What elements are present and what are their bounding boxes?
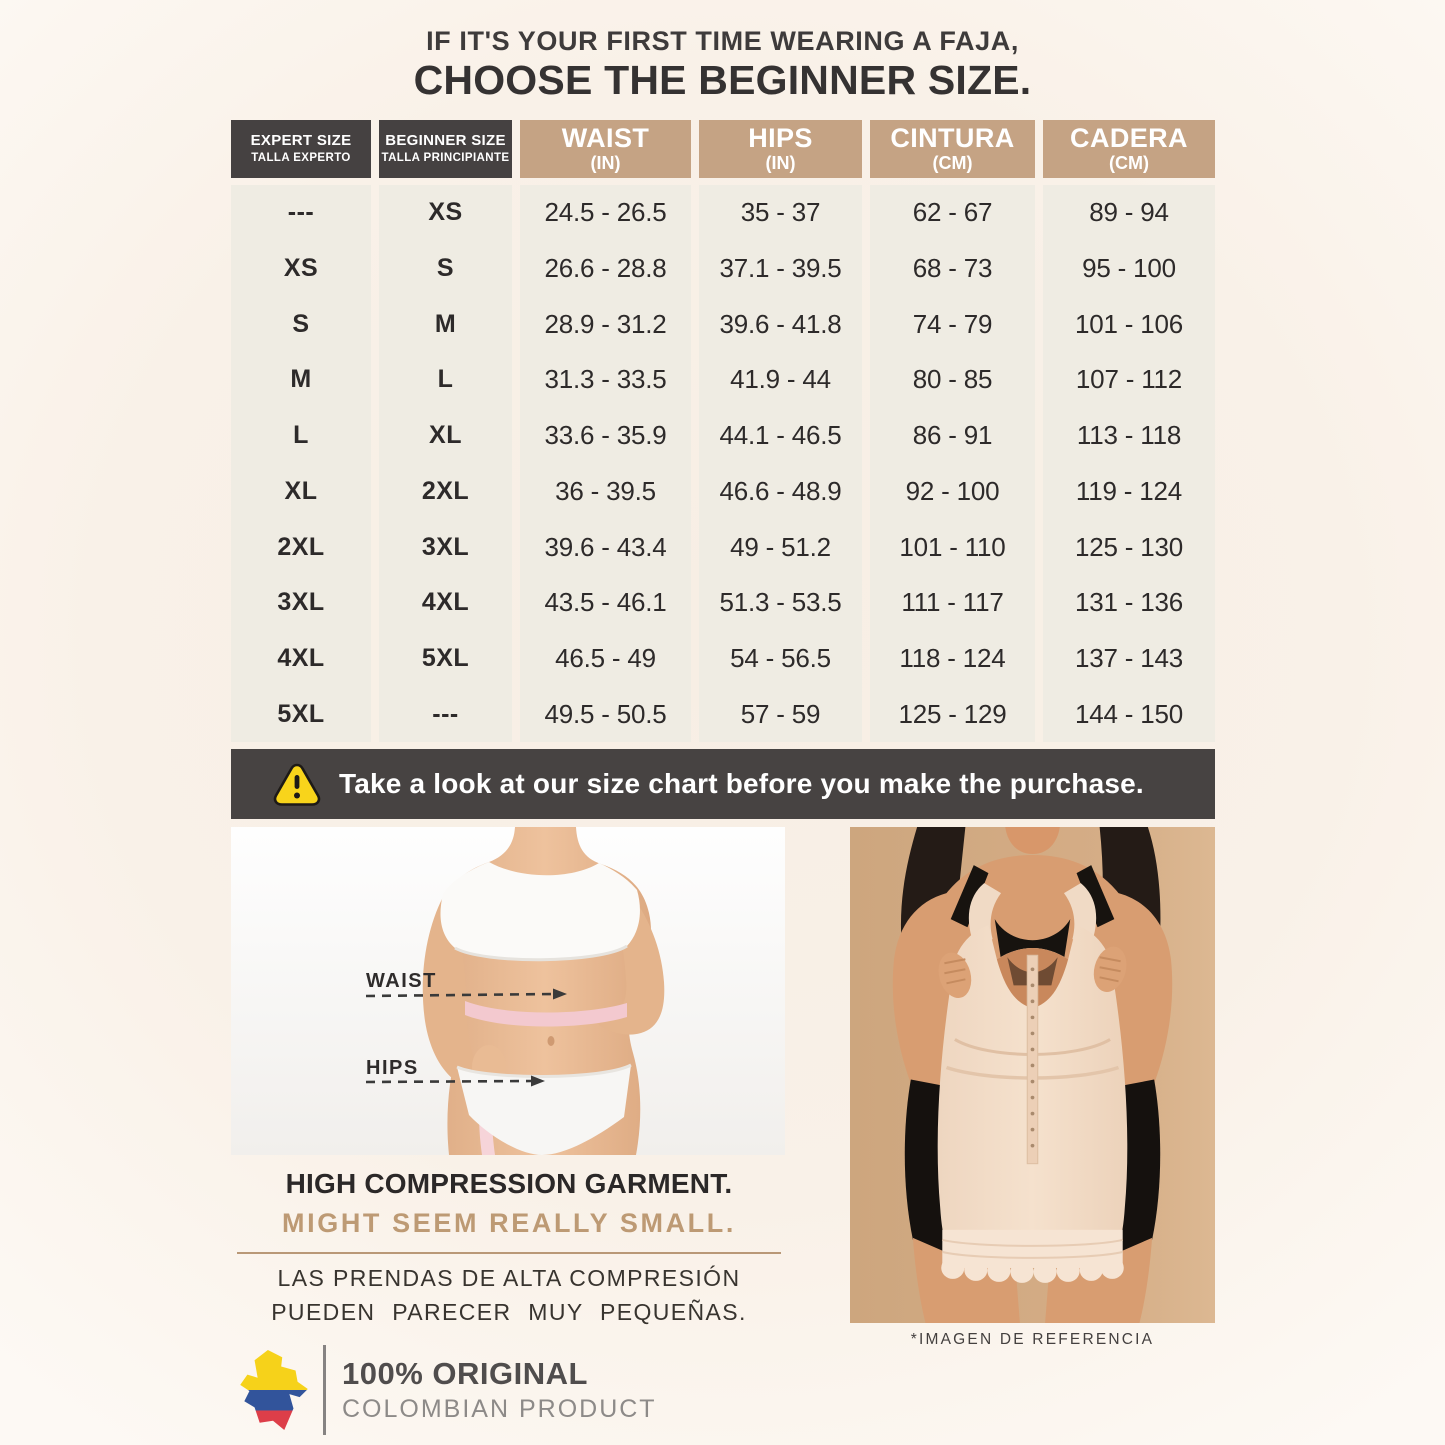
column-header-sublabel: TALLA EXPERTO bbox=[251, 151, 351, 164]
size-chart-cell: 39.6 - 43.4 bbox=[544, 531, 667, 562]
size-chart-cell: 43.5 - 46.1 bbox=[544, 587, 667, 618]
size-chart-cell: 26.6 - 28.8 bbox=[544, 253, 667, 284]
size-chart-cell: 54 - 56.5 bbox=[730, 642, 831, 673]
origin-divider bbox=[323, 1345, 326, 1435]
column-header-sublabel: (IN) bbox=[765, 152, 796, 173]
size-chart-cell: 74 - 79 bbox=[912, 308, 993, 339]
garment-photo bbox=[850, 827, 1215, 1323]
size-chart-cell: 3XL bbox=[277, 588, 325, 617]
column-header-label: BEGINNER SIZE bbox=[385, 132, 506, 150]
size-chart-cell: 80 - 85 bbox=[912, 364, 993, 395]
size-chart-column bbox=[231, 120, 371, 742]
size-chart-cell: 49 - 51.2 bbox=[730, 531, 831, 562]
compression-note bbox=[231, 1168, 787, 1326]
size-chart-cell: 101 - 106 bbox=[1074, 308, 1184, 339]
size-chart-cell: S bbox=[436, 254, 455, 283]
size-chart-column-header bbox=[520, 120, 691, 178]
size-chart-cell: 39.6 - 41.8 bbox=[719, 308, 842, 339]
size-chart-cell: 37.1 - 39.5 bbox=[719, 253, 842, 284]
size-chart-cell: S bbox=[292, 309, 310, 338]
column-header-label: WAIST bbox=[561, 123, 650, 154]
size-chart-cell: 92 - 100 bbox=[905, 475, 1000, 506]
size-chart-column bbox=[870, 120, 1035, 742]
measurement-photo bbox=[231, 827, 785, 1155]
measurement-photo-image bbox=[231, 827, 785, 1155]
size-chart-cell: 28.9 - 31.2 bbox=[544, 308, 667, 339]
size-chart-cell: 44.1 - 46.5 bbox=[719, 420, 842, 451]
size-chart-column-header bbox=[699, 120, 862, 178]
origin-line2: COLOMBIAN PRODUCT bbox=[342, 1394, 657, 1423]
size-chart-cell: 62 - 67 bbox=[912, 197, 993, 228]
waist-label: WAIST bbox=[366, 970, 437, 992]
warning-banner bbox=[231, 749, 1215, 819]
size-chart-column-header bbox=[870, 120, 1035, 178]
reference-caption: *IMAGEN DE REFERENCIA bbox=[910, 1331, 1155, 1348]
size-chart-column-header bbox=[1043, 120, 1215, 178]
size-chart-cell: 36 - 39.5 bbox=[555, 475, 656, 506]
size-chart-column-body bbox=[520, 185, 691, 742]
size-chart-cell: 41.9 - 44 bbox=[730, 364, 831, 395]
size-chart-column bbox=[699, 120, 862, 742]
size-chart-cell: 3XL bbox=[421, 532, 470, 561]
origin-line1: 100% ORIGINAL bbox=[342, 1356, 588, 1392]
origin-badge bbox=[237, 1345, 657, 1435]
size-chart-cell: 4XL bbox=[277, 643, 325, 672]
size-chart-column-header bbox=[379, 120, 512, 178]
size-chart-cell: XL bbox=[429, 421, 462, 450]
size-chart-cell: 46.5 - 49 bbox=[555, 642, 656, 673]
size-chart-column bbox=[520, 120, 691, 742]
compression-note-en-line1: HIGH COMPRESSION GARMENT. bbox=[285, 1168, 733, 1199]
column-header-sublabel: (CM) bbox=[1109, 152, 1149, 173]
compression-note-es-line1: LAS PRENDAS DE ALTA COMPRESIÓN bbox=[277, 1265, 741, 1291]
size-chart-cell: L bbox=[293, 421, 309, 450]
size-chart-cell: 118 - 124 bbox=[899, 642, 1006, 673]
size-chart-cell: XS bbox=[283, 254, 319, 283]
size-chart-cell: 111 - 117 bbox=[901, 587, 1004, 618]
size-chart-cell: 113 - 118 bbox=[1076, 420, 1182, 451]
size-chart-cell: 68 - 73 bbox=[912, 253, 993, 284]
colombia-map-icon bbox=[237, 1348, 309, 1432]
size-chart-column-body bbox=[699, 185, 862, 742]
column-header-sublabel: TALLA PRINCIPIANTE bbox=[381, 151, 510, 164]
hips-label: HIPS bbox=[366, 1057, 419, 1079]
page-title-line1: IF IT'S YOUR FIRST TIME WEARING A FAJA, bbox=[426, 26, 1019, 56]
compression-note-en-line2: MIGHT SEEM REALLY SMALL. bbox=[282, 1208, 736, 1238]
column-header-label: CADERA bbox=[1070, 123, 1188, 154]
size-chart-cell: L bbox=[437, 365, 454, 394]
size-chart-cell: 31.3 - 33.5 bbox=[544, 364, 667, 395]
size-chart-cell: --- bbox=[432, 699, 459, 728]
size-chart-cell: 89 - 94 bbox=[1089, 197, 1169, 228]
size-chart-cell: 131 - 136 bbox=[1074, 587, 1184, 618]
size-chart-cell: 101 - 110 bbox=[899, 531, 1006, 562]
size-chart-cell: 2XL bbox=[421, 476, 470, 505]
note-divider bbox=[237, 1252, 781, 1254]
page-title-line2: CHOOSE THE BEGINNER SIZE. bbox=[413, 57, 1032, 103]
size-chart-cell: XL bbox=[284, 476, 318, 505]
size-chart-column-body bbox=[1043, 185, 1215, 742]
size-chart-cell: 125 - 129 bbox=[898, 698, 1007, 729]
size-chart-cell: 86 - 91 bbox=[912, 420, 993, 451]
size-chart-cell: 33.6 - 35.9 bbox=[544, 420, 667, 451]
warning-triangle-icon bbox=[273, 762, 321, 806]
size-chart bbox=[231, 120, 1215, 742]
size-chart-cell: 2XL bbox=[277, 532, 325, 561]
size-chart-column-body bbox=[870, 185, 1035, 742]
size-chart-cell: 137 - 143 bbox=[1074, 642, 1184, 673]
size-chart-cell: 119 - 124 bbox=[1075, 475, 1183, 506]
size-chart-cell: 35 - 37 bbox=[740, 197, 821, 228]
size-chart-cell: 107 - 112 bbox=[1075, 364, 1183, 395]
compression-note-es-line2: PUEDEN PARECER MUY PEQUEÑAS. bbox=[271, 1299, 747, 1325]
size-chart-cell: 46.6 - 48.9 bbox=[719, 475, 842, 506]
garment-photo-image bbox=[850, 827, 1215, 1323]
size-chart-cell: XS bbox=[428, 198, 463, 227]
column-header-label: HIPS bbox=[748, 123, 813, 154]
size-chart-column bbox=[379, 120, 512, 742]
size-chart-cell: 5XL bbox=[421, 643, 470, 672]
size-chart-column-header bbox=[231, 120, 371, 178]
size-chart-cell: 144 - 150 bbox=[1074, 698, 1184, 729]
size-chart-cell: --- bbox=[287, 198, 315, 227]
size-chart-cell: 49.5 - 50.5 bbox=[544, 698, 667, 729]
size-chart-cell: 125 - 130 bbox=[1074, 531, 1184, 562]
size-chart-cell: 57 - 59 bbox=[740, 698, 821, 729]
size-chart-cell: 51.3 - 53.5 bbox=[719, 587, 842, 618]
size-chart-column-body bbox=[231, 185, 371, 742]
column-header-label: EXPERT SIZE bbox=[250, 132, 352, 150]
warning-text: Take a look at our size chart before you make the purchase. bbox=[339, 768, 1144, 799]
column-header-label: CINTURA bbox=[890, 123, 1015, 154]
size-chart-column-body bbox=[379, 185, 512, 742]
column-header-sublabel: (CM) bbox=[932, 152, 973, 173]
size-chart-column bbox=[1043, 120, 1215, 742]
size-chart-cell: 5XL bbox=[277, 699, 325, 728]
column-header-sublabel: (IN) bbox=[590, 152, 621, 173]
size-chart-cell: M bbox=[434, 309, 457, 338]
size-chart-cell: 24.5 - 26.5 bbox=[544, 197, 667, 228]
size-chart-cell: 4XL bbox=[421, 588, 470, 617]
size-chart-cell: M bbox=[290, 365, 312, 394]
size-chart-cell: 95 - 100 bbox=[1082, 253, 1176, 284]
